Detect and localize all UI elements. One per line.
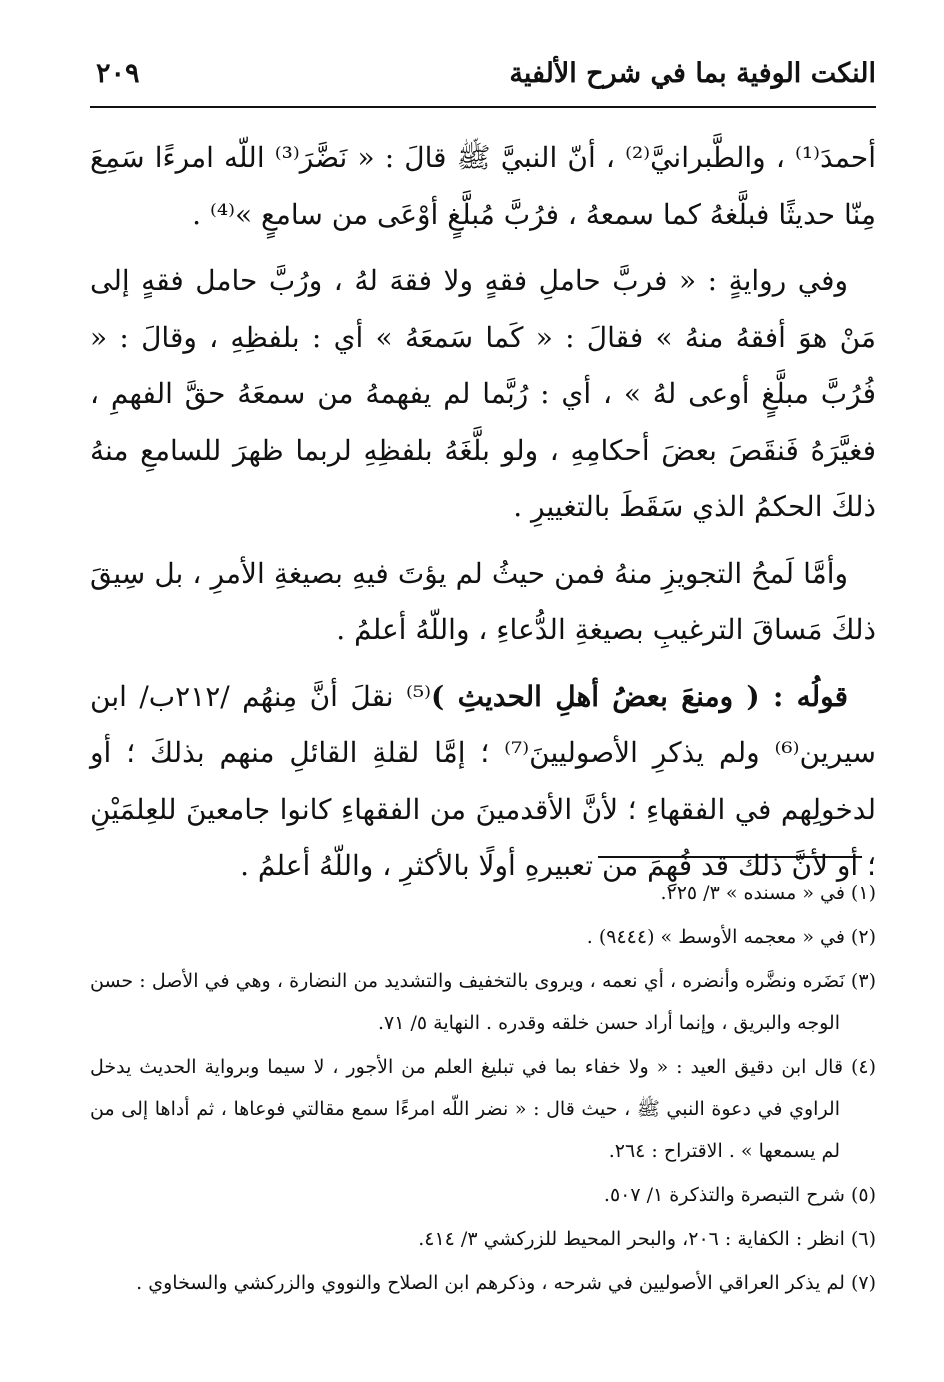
footnote-4: (٤) قال ابن دقيق العيد : « ولا خفاء بما في تبليغ العلم من الأجور ، لا سيما وبرواية الحديث يدخل الراوي في دعوة النبي ﷺ ، حيث قال : « نضر اللّه امرءًا سمع مقالتي فوعاها ، ثم أداها إلى من لم يسمعها » . الاقتراح : ٢٦٤. <box>90 1056 876 1162</box>
paragraph-1: أحمدَ⁽¹⁾ ، والطَّبرانيَّ⁽²⁾ ، أنّ النبيَّ ﷺ قالَ : « نَضَّرَ⁽³⁾ اللّه امرءًا سَمِعَ مِنّا حديثًا فبلَّغهُ كما سمعهُ ، فرُبَّ مُبلَّغٍ أوْعَى من سامعٍ »⁽⁴⁾ . <box>90 141 877 231</box>
footnote-divider <box>598 856 862 858</box>
book-title: النكت الوفية بما في شرح الألفية <box>509 58 876 89</box>
footnotes <box>90 872 876 1306</box>
footnote-6: (٦) انظر : الكفاية : ٢٠٦، والبحر المحيط للزركشي ٣/ ٤١٤. <box>418 1228 876 1250</box>
paragraph-4-text: ⁽⁵⁾ نقلَ أنَّ مِنهُم /٢١٢ب/ ابن سيرين⁽⁶⁾ ولم يذكرِ الأصوليينَ⁽⁷⁾ ؛ إمَّا لقلةِ القائلِ منهم بذلكَ ؛ أو لدخولِهم في الفقهاءِ ؛ لأنَّ الأقدمينَ من الفقهاءِ كانوا جامعينَ للعِلمَيْنِ ؛ أو لأنَّ ذلك قد فُهِمَ من تعبيرهِ أولًا بالأكثرِ ، واللّهُ أعلمُ . <box>90 679 876 882</box>
running-header <box>90 58 876 106</box>
main-text <box>90 130 876 905</box>
quoted-matn: ( ومنعَ بعضُ أهلِ الحديثِ ) <box>431 679 760 713</box>
page-number: ٢٠٩ <box>96 58 140 89</box>
footnote-1: (١) في « مسنده » ٣/ ٢٢٥. <box>660 882 876 904</box>
footnote-5: (٥) شرح التبصرة والتذكرة ١/ ٥٠٧. <box>603 1184 876 1206</box>
paragraph-2: وفي روايةٍ : « فربَّ حاملِ فقهٍ ولا فقهَ لهُ ، ورُبَّ حامل فقهٍ إلى مَنْ هوَ أفقهُ منهُ » فقالَ : « كَما سَمعَهُ » أي : بلفظِهِ ، وقالَ : « فُرُبَّ مبلَّغٍ أوعى لهُ » ، أي : رُبَّما لم يفهمهُ من سمعَهُ حقَّ الفهمِ ، فغيَّرَهُ فَنقَصَ بعضَ أحكامِهِ ، ولو بلَّغَهُ بلفظِهِ لربما ظهرَ للسامعِ منهُ ذلكَ الحكمُ الذي سَقَطَ بالتغييرِ . <box>90 264 876 523</box>
footnote-7: (٧) لم يذكر العراقي الأصوليين في شرحه ، وذكرهم ابن الصلاح والنووي والزركشي والسخاوي . <box>136 1272 876 1294</box>
footnote-3: (٣) نَضَره ونضَّره وأنضره ، أي نعمه ، ويروى بالتخفيف والتشديد من النضارة ، وهي في الأصل : حسن الوجه والبريق ، وإنما أراد حسن خلقه وقدره . النهاية ٥/ ٧١. <box>90 970 876 1034</box>
footnote-2: (٢) في « معجمه الأوسط » (٩٤٤٤) . <box>586 926 876 948</box>
paragraph-4-prefix: قولُه : <box>759 679 848 713</box>
header-divider <box>90 106 876 108</box>
paragraph-4 <box>90 669 876 895</box>
paragraph-3: وأمَّا لَمحُ التجويزِ منهُ فمن حيثُ لم يؤتَ فيهِ بصيغةِ الأمرِ ، بل سِيقَ ذلكَ مَساقَ الترغيبِ بصيغةِ الدُّعاءِ ، واللّهُ أعلمُ . <box>90 556 876 646</box>
